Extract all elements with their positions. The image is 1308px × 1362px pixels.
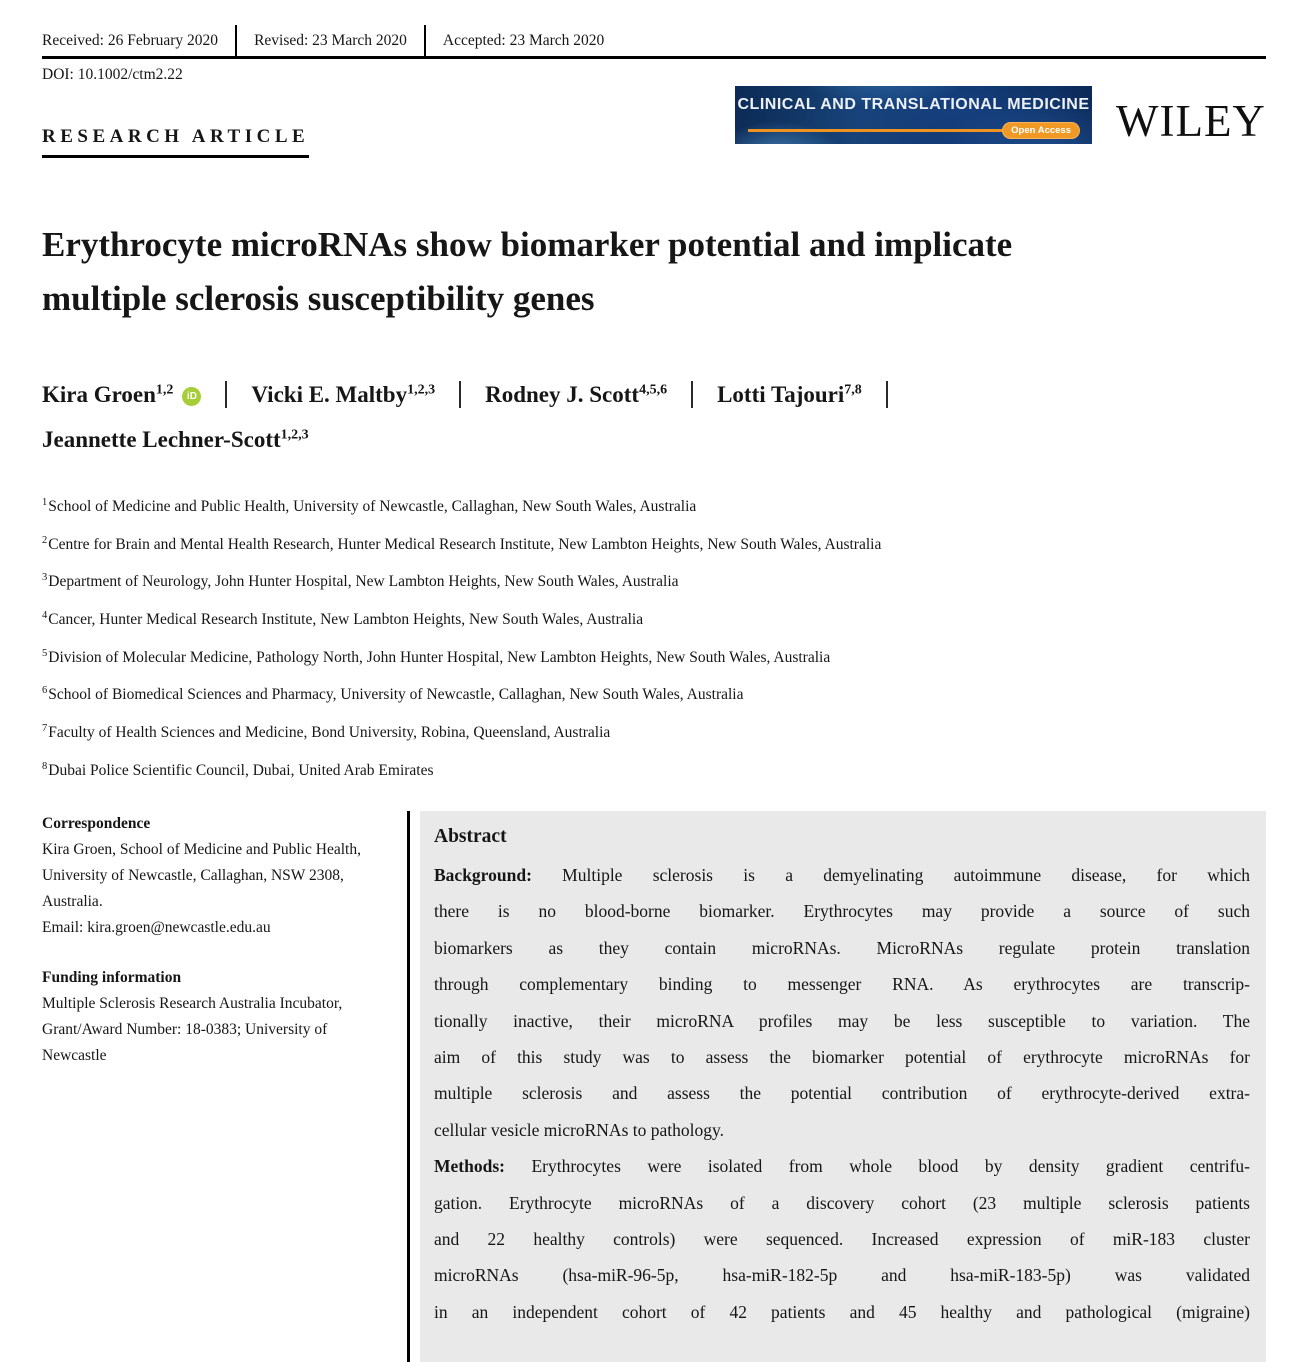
funding-heading: Funding information: [42, 969, 182, 986]
correspondence-text: Kira Groen, School of Medicine and Public Health, University of Newcastle, Callaghan, NSW 2308, Australia.: [42, 841, 361, 910]
author-affiliation-sup: 4,5,6: [639, 381, 668, 397]
title-line: Erythrocyte microRNAs show biomarker potential and implicate: [42, 225, 1013, 264]
column-divider: [407, 811, 410, 1362]
abstract-box: [420, 811, 1266, 1362]
affiliation-item: $^6$School of Biomedical Sciences and Pharmacy, University of Newcastle, Callaghan, New South Wales, Australia: [42, 685, 744, 704]
abstract-line: aim of this study was to assess the biomarker potential of erythrocyte microRNAs for: [434, 1047, 1250, 1068]
abstract-line: cellular vesicle microRNAs to pathology.: [434, 1119, 724, 1140]
abstract-heading: Abstract: [434, 826, 507, 847]
abstract-section-label: Methods:: [434, 1156, 505, 1177]
author-divider: [691, 381, 693, 408]
abstract-line: microRNAs (hsa-miR-96-5p, hsa-miR-182-5p and hsa-miR-183-5p) was validated: [434, 1265, 1250, 1286]
abstract-line: Background: Multiple sclerosis is a demyelinating autoimmune disease, for which: [434, 865, 1250, 885]
correspondence-email[interactable]: Email: kira.groen@newcastle.edu.au: [42, 919, 271, 936]
open-access-badge: Open Access: [1002, 122, 1080, 139]
author-divider: [459, 381, 461, 408]
author-name: Rodney J. Scott$^{4,5,6}$: [485, 381, 668, 407]
affiliation-item: $^8$Dubai Police Scientific Council, Dubai, United Arab Emirates: [42, 760, 434, 779]
author-divider: [225, 381, 227, 408]
abstract-line: tionally inactive, their microRNA profiles may be less susceptible to variation. The: [434, 1010, 1250, 1031]
doi[interactable]: DOI: 10.1002/ctm2.22: [42, 66, 183, 83]
orcid-icon[interactable]: iD: [182, 387, 201, 406]
history-item: Received: 26 February 2020: [42, 31, 219, 49]
abstract-line: there is no blood-borne biomarker. Erythrocytes may provide a source of such: [434, 901, 1250, 922]
journal-banner: [735, 86, 1092, 144]
article-title: [42, 218, 1277, 326]
abstract-line: in an independent cohort of 42 patients and 45 healthy and pathological (migraine): [434, 1301, 1250, 1322]
affiliation-item: $^4$Cancer, Hunter Medical Research Institute, New Lambton Heights, New South Wales, Australia: [42, 609, 644, 629]
affiliation-item: $^2$Centre for Brain and Mental Health Research, Hunter Medical Research Institute, New Lambton Heights, New South Wales, Australia: [42, 534, 882, 553]
affiliation-list: [42, 486, 1242, 787]
journal-name: CLINICAL AND TRANSLATIONAL MEDICINE: [737, 96, 1090, 113]
author-row: [42, 372, 1282, 417]
publisher-logo: WILEY: [1116, 96, 1266, 146]
affiliation-item: $^1$School of Medicine and Public Health, University of Newcastle, Callaghan, New South Wales, Australia: [42, 497, 697, 516]
header-divider: [42, 56, 1266, 59]
author-name: Kira Groen$^{1,2}$ iD: [42, 382, 201, 408]
history-item: Revised: 23 March 2020: [254, 31, 407, 49]
history-item: Accepted: 23 March 2020: [442, 31, 605, 49]
abstract-line: Methods: Erythrocytes were isolated from whole blood by density gradient centrifu-: [434, 1156, 1250, 1177]
abstract-line: through complementary binding to messenger RNA. As erythrocytes are transcrip-: [434, 974, 1250, 995]
abstract-line: and 22 healthy controls) were sequenced. Increased expression of miR-183 cluster: [434, 1229, 1250, 1250]
banner-underline: [748, 124, 1077, 136]
author-row: [42, 417, 1282, 462]
abstract-section-label: Background:: [434, 865, 532, 885]
funding-section: [42, 965, 394, 1069]
article-info-column: [42, 811, 394, 1069]
author-affiliation-sup: 7,8: [844, 381, 862, 397]
affiliation-item: $^5$Division of Molecular Medicine, Pathology North, John Hunter Hospital, New Lambton Heights, New South Wales, Australia: [42, 647, 831, 666]
title-line: multiple sclerosis susceptibility genes: [42, 279, 595, 318]
abstract-paragraph: [434, 1148, 1250, 1330]
author-name: Vicki E. Maltby$^{1,2,3}$: [251, 381, 436, 407]
author-name: Lotti Tajouri$^{7,8}$: [717, 381, 862, 407]
author-affiliation-sup: 1,2: [155, 381, 174, 397]
author-affiliation-sup: 1,2,3: [407, 381, 436, 397]
abstract-line: multiple sclerosis and assess the potential contribution of erythrocyte-derived extra-: [434, 1083, 1250, 1104]
abstract-paragraph: [434, 857, 1250, 1148]
affiliation-item: $^7$Faculty of Health Sciences and Medicine, Bond University, Robina, Queensland, Australia: [42, 722, 611, 742]
abstract-body: [434, 857, 1250, 1330]
author-name: Jeannette Lechner-Scott$^{1,2,3}$: [42, 426, 309, 452]
author-affiliation-sup: 1,2,3: [280, 426, 309, 442]
funding-text: Multiple Sclerosis Research Australia Incubator, Grant/Award Number: 18-0383; University of Newcastle: [42, 995, 343, 1064]
article-type-label: RESEARCH ARTICLE: [42, 126, 309, 158]
abstract-line: biomarkers as they contain microRNAs. MicroRNAs regulate protein translation: [434, 937, 1250, 958]
correspondence-heading: Correspondence: [42, 815, 151, 832]
author-list: [42, 372, 1282, 462]
affiliation-item: $^3$Department of Neurology, John Hunter Hospital, New Lambton Heights, New South Wales, Australia: [42, 572, 679, 591]
author-divider: [886, 381, 888, 408]
article-history: [42, 25, 621, 56]
abstract-line: gation. Erythrocyte microRNAs of a discovery cohort (23 multiple sclerosis patients: [434, 1192, 1250, 1213]
